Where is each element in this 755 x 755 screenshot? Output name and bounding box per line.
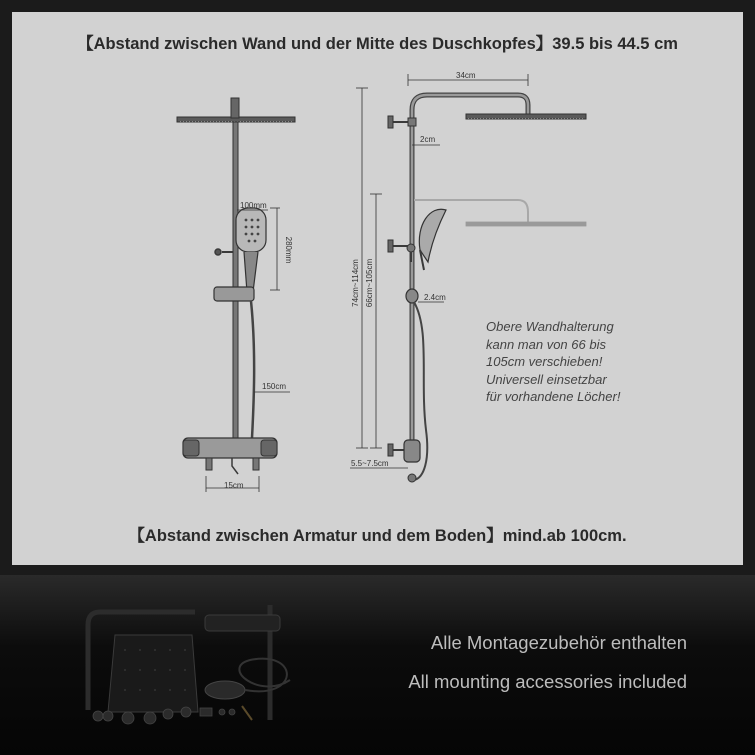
dim-handshower-width: 100mm <box>240 201 267 210</box>
note-line: Universell einsetzbar <box>486 371 607 387</box>
tagline-english: All mounting accessories included <box>408 671 687 692</box>
note-line: 105cm verschieben! <box>486 354 603 369</box>
dim-hose-length: 150cm <box>262 382 287 391</box>
dim-valve-depth: 5.5~7.5cm <box>351 459 389 468</box>
note-line: Obere Wandhalterung <box>486 319 614 334</box>
dim-arm-offset: 2cm <box>420 135 436 144</box>
dim-total-height: 74cm~114cm <box>351 259 360 307</box>
bottom-heading: 【Abstand zwischen Armatur und dem Boden】mind.ab 100cm. <box>128 527 627 545</box>
dim-arm-length: 34cm <box>456 71 476 80</box>
note-line: für vorhandene Löcher! <box>486 389 621 404</box>
tagline-german: Alle Montagezubehör enthalten <box>430 632 687 653</box>
accessory-hand-shower <box>205 681 245 699</box>
note-line: kann man von 66 bis <box>486 336 606 352</box>
top-heading: 【Abstand zwischen Wand und der Mitte des Duschkopfes】39.5 bis 44.5 cm <box>77 35 678 53</box>
dim-holder-offset: 2.4cm <box>424 293 446 302</box>
dim-bracket-range: 66cm~105cm <box>365 258 374 308</box>
accessory-hose <box>239 659 290 692</box>
accessory-thermostat <box>205 615 280 631</box>
dim-valve-spacing: 15cm <box>224 481 244 490</box>
accessory-rain-head <box>108 635 198 712</box>
dim-handshower-height: 280mm <box>284 236 293 264</box>
